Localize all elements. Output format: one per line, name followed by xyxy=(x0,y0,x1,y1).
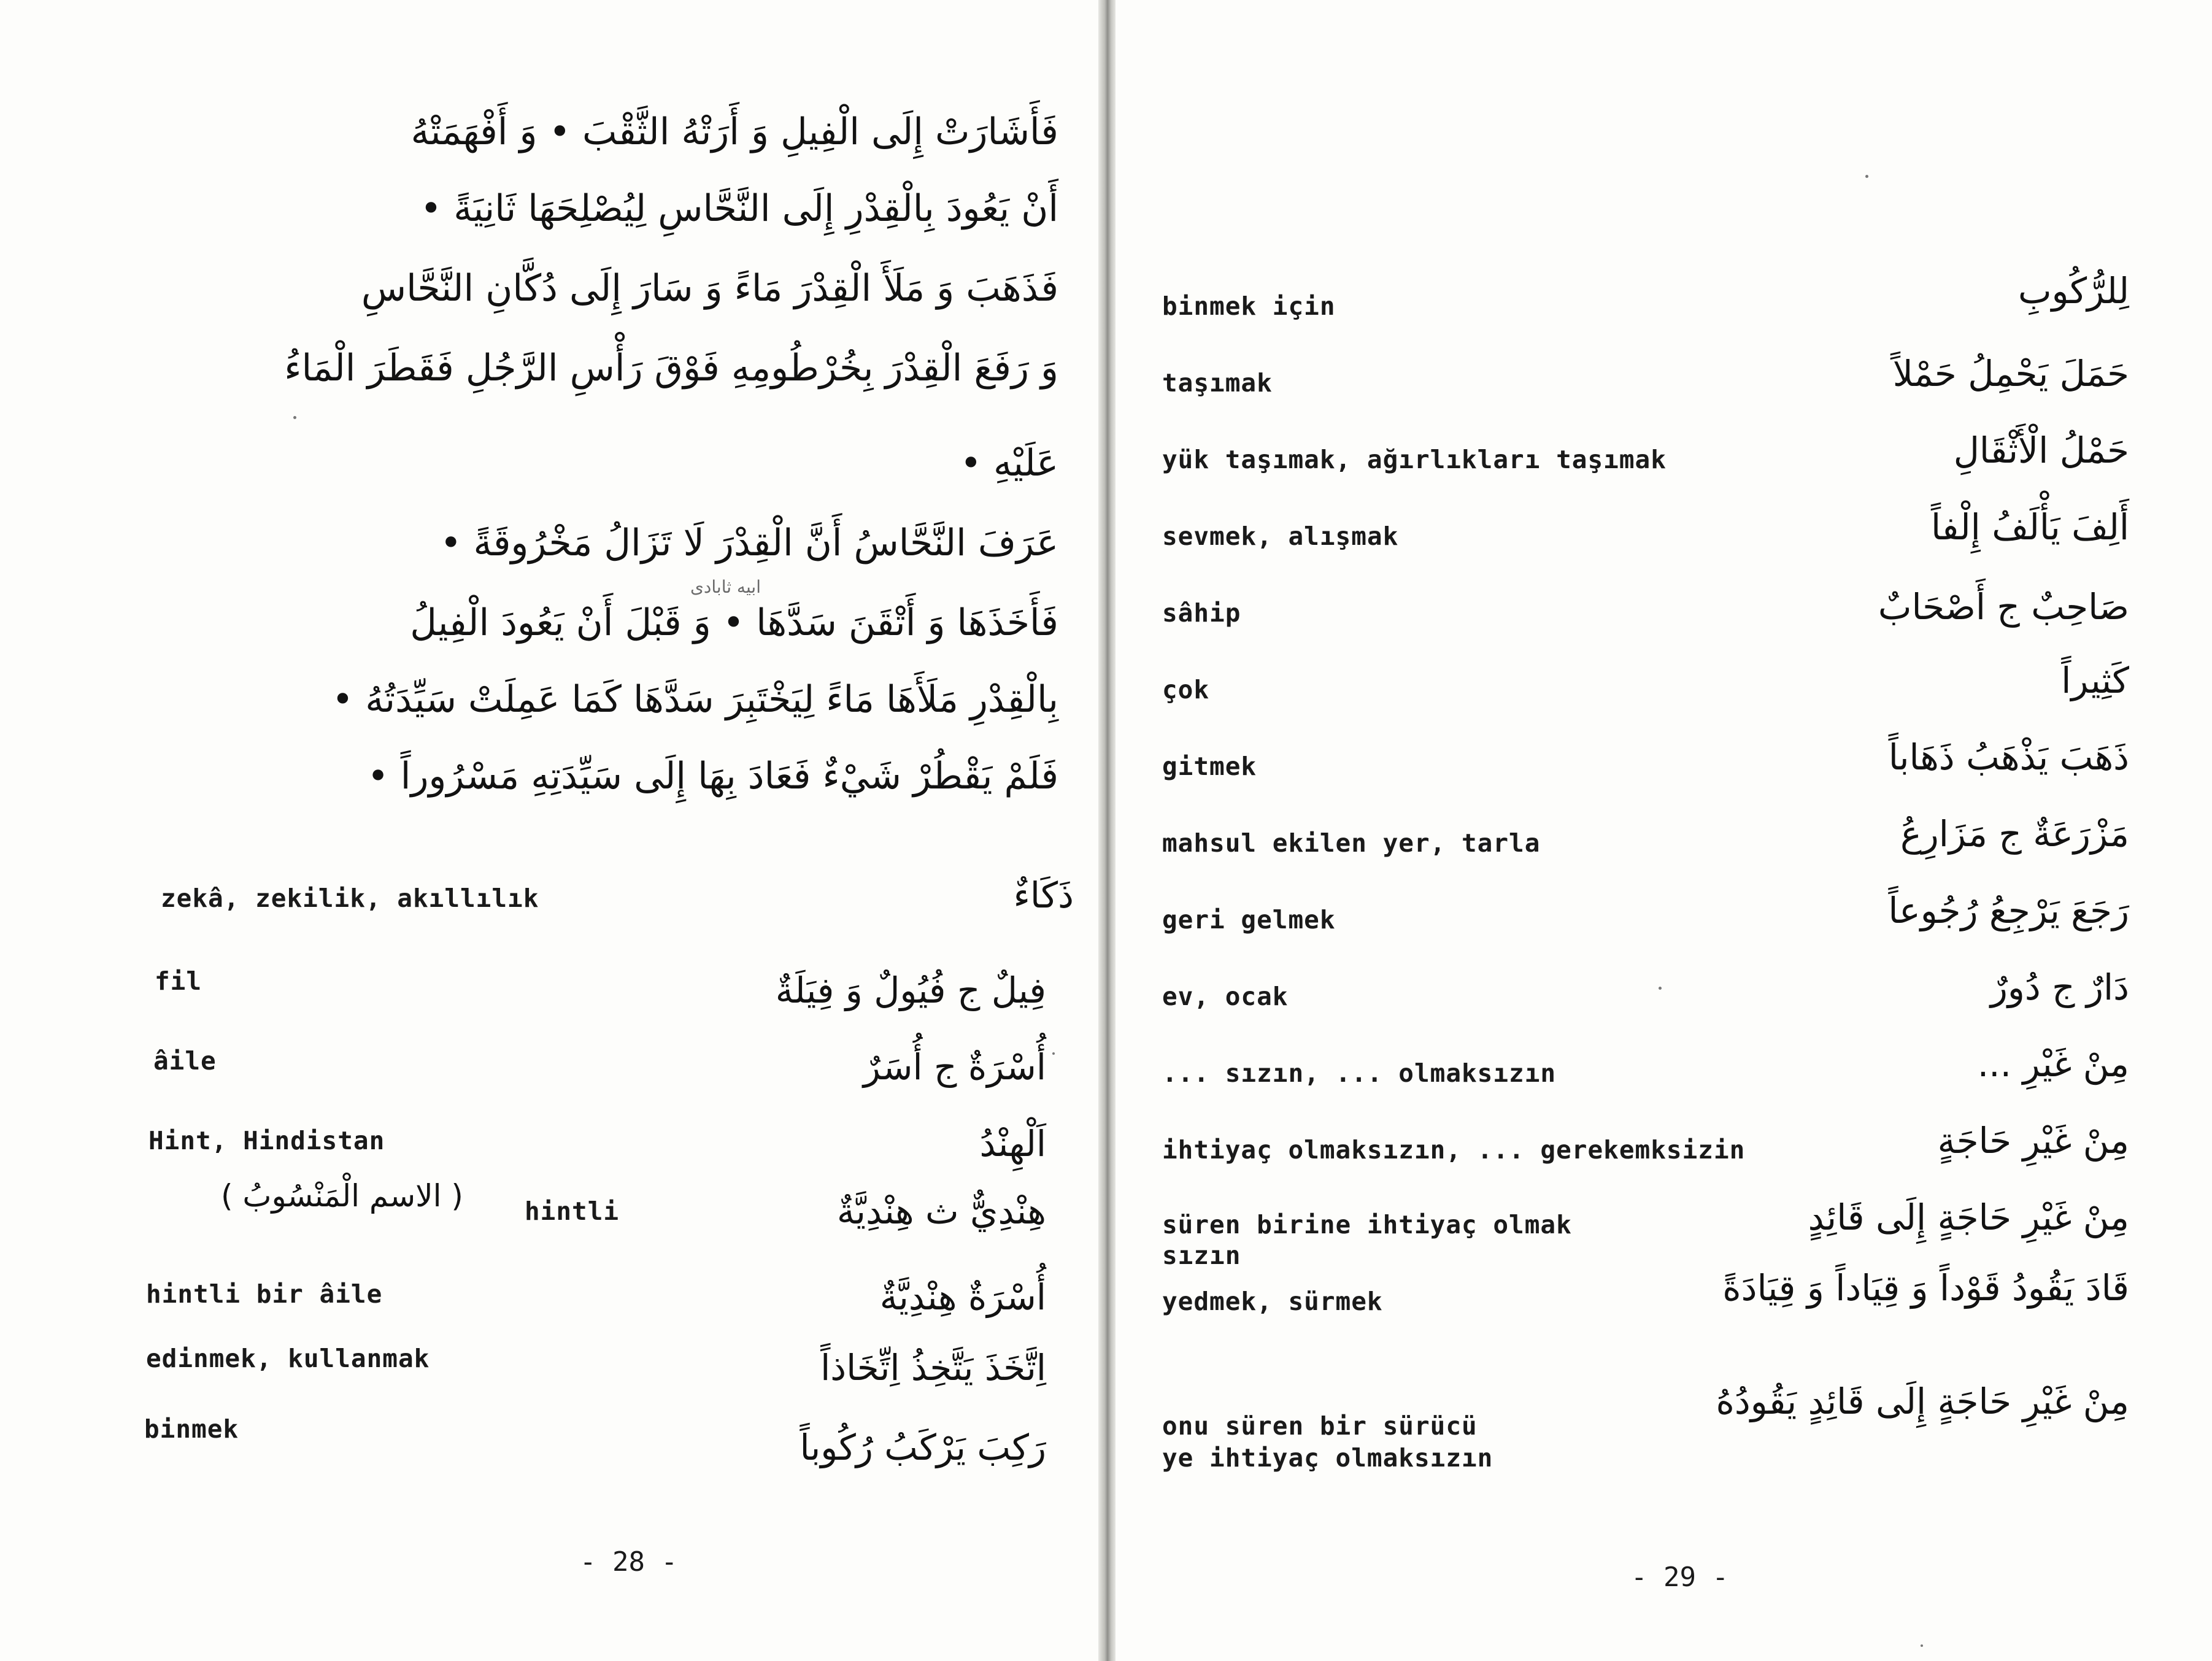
arabic-vocab-entry: مِنْ غَيْرِ ... xyxy=(1977,1043,2129,1085)
arabic-vocab-entry: قَادَ يَقُودُ قَوْداً وَ قِيَاداً وَ قِيَادَةً xyxy=(1722,1267,2129,1309)
turkish-gloss: zekâ, zekilik, akıllılık xyxy=(161,884,539,913)
arabic-text-line: فَأَخَذَهَا وَ أَتْقَنَ سَدَّهَا • وَ قَبْلَ أَنْ يَعُودَ الْفِيلُ xyxy=(410,601,1058,644)
turkish-gloss: geri gelmek xyxy=(1162,905,1336,935)
turkish-gloss: ... sızın, ... olmaksızın xyxy=(1162,1058,1557,1088)
arabic-text-line: بِالْقِدْرِ مَلَأَهَا مَاءً لِيَخْتَبِرَ سَدَّهَا كَمَا عَمِلَتْ سَيِّدَتُهُ • xyxy=(331,678,1058,721)
arabic-vocab-entry: فِيلٌ ج فُيُولٌ وَ فِيَلَةٌ xyxy=(775,969,1046,1011)
arabic-vocab-entry: دَارٌ ج دُورٌ xyxy=(1990,966,2129,1008)
arabic-vocab-entry: حَمْلُ الْأَثْقَالِ xyxy=(1953,430,2129,471)
arabic-text-line: وَ رَفَعَ الْقِدْرَ بِخُرْطُومِهِ فَوْقَ رَأْسِ الرَّجُلِ فَقَطَرَ الْمَاءُ xyxy=(284,347,1058,390)
turkish-gloss: yük taşımak, ağırlıkları taşımak xyxy=(1162,445,1667,474)
arabic-vocab-entry: رَكِبَ يَرْكَبُ رُكُوباً xyxy=(800,1427,1046,1468)
page-number: - 28 - xyxy=(580,1546,677,1578)
arabic-vocab-entry: كَثِيراً xyxy=(2061,660,2129,701)
right-page xyxy=(1116,0,2212,1661)
turkish-gloss: taşımak xyxy=(1162,368,1273,398)
turkish-gloss: yedmek, sürmek xyxy=(1162,1287,1383,1316)
turkish-gloss: âile xyxy=(153,1046,217,1076)
arabic-vocab-entry: ذَكَاءٌ xyxy=(1013,874,1074,916)
arabic-text-line: فَأَشَارَتْ إِلَى الْفِيلِ وَ أَرَتْهُ الثَّقْبَ • وَ أَفْهَمَتْهُ xyxy=(410,110,1058,153)
turkish-gloss: binmek xyxy=(144,1414,239,1444)
arabic-vocab-entry: أَلِفَ يَأْلَفُ إِلْفاً xyxy=(1930,506,2129,548)
arabic-vocab-entry: مِنْ غَيْرِ حَاجَةٍ إِلَى قَائِدٍ يَقُودُهُ xyxy=(1716,1381,2129,1422)
turkish-gloss: edinmek, kullanmak xyxy=(146,1344,430,1373)
arabic-vocab-entry: رَجَعَ يَرْجِعُ رُجُوعاً xyxy=(1888,890,2129,931)
turkish-gloss: ev, ocak xyxy=(1162,982,1289,1011)
turkish-gloss: mahsul ekilen yer, tarla xyxy=(1162,828,1541,858)
arabic-text-line: فَذَهَبَ وَ مَلَأَ الْقِدْرَ مَاءً وَ سَارَ إِلَى دُكَّانِ النَّحَّاسِ xyxy=(361,267,1058,310)
scan-speck xyxy=(293,416,296,419)
arabic-text-line: عَرَفَ النَّحَّاسُ أَنَّ الْقِدْرَ لَا تَزَالُ مَخْرُوقَةً • xyxy=(440,522,1058,565)
turkish-gloss: çok xyxy=(1162,675,1210,704)
scan-speck xyxy=(1921,1644,1923,1647)
arabic-text-line: عَلَيْهِ • xyxy=(960,442,1058,485)
turkish-gloss: fil xyxy=(155,966,202,996)
turkish-gloss: hintli bir âile xyxy=(146,1279,383,1309)
arabic-vocab-entry: مِنْ غَيْرِ حَاجَةٍ xyxy=(1937,1120,2129,1162)
turkish-gloss-continuation: ye ihtiyaç olmaksızın xyxy=(1162,1443,1493,1473)
turkish-gloss: sâhip xyxy=(1162,598,1241,628)
scan-speck xyxy=(1052,1052,1055,1055)
arabic-vocab-entry: ذَهَبَ يَذْهَبُ ذَهَاباً xyxy=(1888,736,2129,778)
arabic-text-line: أَنْ يَعُودَ بِالْقِدْرِ إِلَى النَّحَّاسِ لِيُصْلِحَهَا ثَانِيَةً • xyxy=(420,187,1058,230)
arabic-vocab-entry: أُسْرَةٌ هِنْدِيَّةٌ xyxy=(879,1276,1046,1318)
turkish-gloss-continuation: sızın xyxy=(1162,1241,1241,1270)
arabic-vocab-entry: اِتَّخَذَ يَتَّخِذُ اِتِّخَاذاً xyxy=(820,1347,1046,1389)
turkish-gloss: onu süren bir sürücü xyxy=(1162,1411,1478,1441)
arabic-vocab-entry: مَزْرَعَةٌ ج مَزَارِعُ xyxy=(1900,813,2129,855)
left-page xyxy=(0,0,1104,1661)
arabic-grammar-note: ( الاسم الْمَنْسُوبُ ) xyxy=(221,1178,463,1214)
scan-speck xyxy=(1865,175,1868,178)
turkish-gloss: hintli xyxy=(525,1197,620,1226)
book-gutter xyxy=(1098,0,1117,1661)
turkish-gloss: ihtiyaç olmaksızın, ... gerekemksizin xyxy=(1162,1135,1746,1165)
arabic-vocab-entry: صَاحِبٌ ج أَصْحَابٌ xyxy=(1878,586,2129,628)
arabic-vocab-entry: اَلْهِنْدُ xyxy=(979,1123,1046,1165)
turkish-gloss: binmek için xyxy=(1162,291,1336,321)
handwritten-annotation: ابيه ثابادی xyxy=(690,577,761,597)
arabic-vocab-entry: مِنْ غَيْرِ حَاجَةٍ إِلَى قَائِدٍ xyxy=(1808,1197,2129,1238)
turkish-gloss: süren birine ihtiyaç olmak xyxy=(1162,1210,1572,1239)
arabic-vocab-entry: حَمَلَ يَحْمِلُ حَمْلاً xyxy=(1892,353,2129,395)
arabic-vocab-entry: أُسْرَةٌ ج أُسَرٌ xyxy=(863,1046,1046,1088)
scan-speck xyxy=(1659,987,1662,990)
page-number: - 29 - xyxy=(1631,1562,1728,1593)
arabic-text-line: فَلَمْ يَقْطُرْ شَيْءٌ فَعَادَ بِهَا إِلَى سَيِّدَتِهِ مَسْرُوراً • xyxy=(367,755,1058,798)
turkish-gloss: gitmek xyxy=(1162,752,1257,781)
turkish-gloss: sevmek, alışmak xyxy=(1162,522,1399,551)
arabic-vocab-entry: هِنْدِيٌّ ث هِنْدِيَّةٌ xyxy=(836,1190,1046,1232)
turkish-gloss: Hint, Hindistan xyxy=(148,1126,385,1155)
arabic-vocab-entry: لِلرُّكُوبِ xyxy=(2017,270,2129,312)
